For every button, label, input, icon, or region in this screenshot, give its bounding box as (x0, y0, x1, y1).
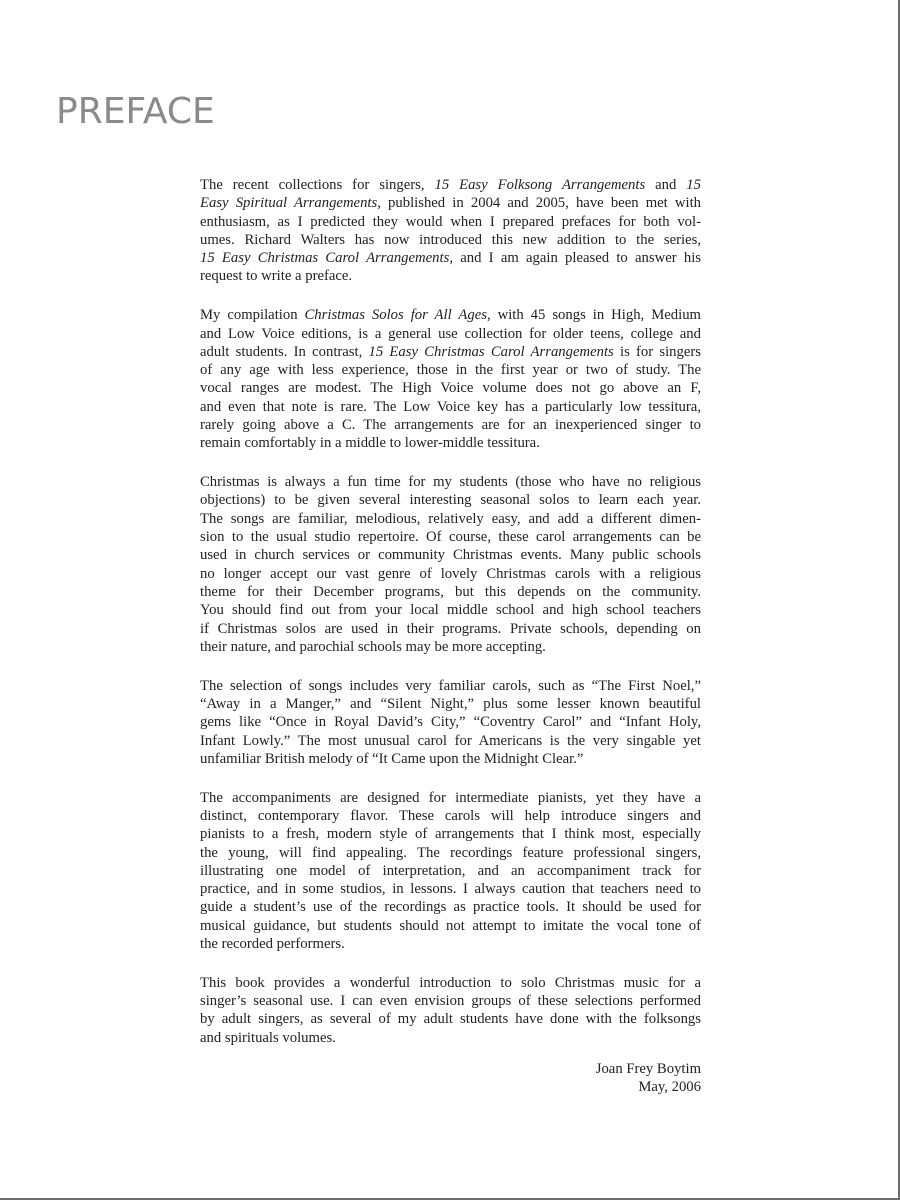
text-line (200, 176, 701, 194)
text-line (200, 825, 701, 843)
book-title: Christmas Solos for All Ages (304, 307, 487, 324)
text-line (200, 434, 701, 452)
text-run: guide a student’s use of the recordings as practice tools. It should be used for (200, 899, 701, 916)
text-run: unfamiliar British melody of “It Came upon the Midnight Clear.” (200, 750, 584, 767)
text-run: rarely going above a C. The arrangements are for an inexperienced singer to (200, 417, 701, 434)
text-line (200, 677, 701, 695)
text-line (200, 583, 701, 601)
text-line (200, 194, 701, 212)
text-line (200, 325, 701, 343)
text-line (200, 546, 701, 564)
text-run: enthusiasm, as I predicted they would when I prepared prefaces for both vol- (200, 213, 701, 230)
preface-paragraph (200, 789, 701, 954)
text-run: The songs are familiar, melodious, relatively easy, and add a different dimen- (200, 510, 701, 527)
text-run: You should find out from your local middle school and high school teachers (200, 602, 701, 619)
text-line (200, 528, 701, 546)
preface-paragraph (200, 306, 701, 452)
page-title: PREFACE (56, 91, 215, 132)
text-run: and even that note is rare. The Low Voice key has a particularly low tessitura, (200, 398, 701, 415)
text-run: and spirituals volumes. (200, 1029, 336, 1046)
text-line (200, 565, 701, 583)
text-run: sion to the usual studio repertoire. Of course, these carol arrangements can be (200, 529, 701, 546)
text-line (200, 638, 701, 656)
text-run: of any age with less experience, those in the first year or two of study. The (200, 362, 701, 379)
preface-paragraph (200, 974, 701, 1047)
text-line (200, 306, 701, 324)
text-run: practice, and in some studios, in lessons. I always caution that teachers need to (200, 881, 701, 898)
text-line (200, 510, 701, 528)
text-line (200, 361, 701, 379)
text-line (200, 807, 701, 825)
text-run: distinct, contemporary flavor. These carols will help introduce singers and (200, 807, 701, 824)
text-run: illustrating one model of interpretation, and an accompaniment track for (200, 862, 701, 879)
text-line (200, 1010, 701, 1028)
text-line (200, 213, 701, 231)
text-line (200, 974, 701, 992)
text-line (200, 343, 701, 361)
text-run: pianists to a fresh, modern style of arrangements that I think most, especially (200, 826, 701, 843)
text-run: gems like “Once in Royal David’s City,” “Coventry Carol” and “Infant Holy, (200, 714, 701, 731)
text-run: is for singers (613, 343, 701, 360)
text-line (200, 416, 701, 434)
signature-block (540, 1060, 701, 1097)
text-run: Infant Lowly.” The most unusual carol for Americans is the very singable yet (200, 732, 701, 749)
text-line (200, 379, 701, 397)
text-line (200, 844, 701, 862)
text-run: singer’s seasonal use. I can even envision groups of these selections performed (200, 993, 701, 1010)
text-run: used in church services or community Christmas events. Many public schools (200, 547, 701, 564)
text-run: adult students. In contrast, (200, 343, 369, 360)
text-line (200, 1029, 701, 1047)
text-run: request to write a preface. (200, 268, 353, 285)
preface-paragraph (200, 677, 701, 768)
text-line (200, 695, 701, 713)
text-line (200, 862, 701, 880)
text-line (200, 267, 701, 285)
text-run: if Christmas solos are used in their programs. Private schools, depending on (200, 620, 701, 637)
text-run: and (645, 177, 687, 193)
text-run: their nature, and parochial schools may be more accepting. (200, 638, 546, 655)
text-run: , and I am again pleased to answer his (449, 250, 701, 267)
text-line (200, 231, 701, 249)
preface-body (200, 176, 701, 1067)
text-run: musical guidance, but students should not attempt to imitate the vocal tone of (200, 917, 701, 934)
text-run: the recorded performers. (200, 935, 345, 952)
text-run: , with 45 songs in High, Medium (486, 307, 701, 324)
text-line (200, 898, 701, 916)
text-run: Christmas is always a fun time for my students (those who have no religious (200, 474, 701, 491)
text-run: The recent collections for singers, (200, 177, 435, 193)
text-line (200, 750, 701, 768)
text-run: The selection of songs includes very familiar carols, such as “The First Noel,” (200, 677, 701, 694)
text-line (200, 935, 701, 953)
book-title: 15 Easy Christmas Carol Arrangements (368, 343, 614, 360)
text-run: This book provides a wonderful introduction to solo Christmas music for a (200, 974, 701, 991)
text-run: The accompaniments are designed for intermediate pianists, yet they have a (200, 789, 701, 806)
book-title: 15 (686, 177, 701, 193)
preface-paragraph (200, 176, 701, 286)
text-run: umes. Richard Walters has now introduced this new addition to the series, (200, 231, 701, 248)
text-run: objections) to be given several interesting seasonal solos to learn each year. (200, 492, 701, 509)
text-run: vocal ranges are modest. The High Voice volume does not go above an F, (200, 380, 701, 397)
book-title: 15 Easy Christmas Carol Arrangements (200, 250, 450, 267)
text-run: My compilation (200, 307, 305, 324)
text-line (200, 398, 701, 416)
text-line (200, 992, 701, 1010)
text-run: theme for their December programs, but this depends on the community. (200, 583, 701, 600)
text-run: , published in 2004 and 2005, have been met with (377, 195, 701, 212)
text-line (200, 732, 701, 750)
text-run: by adult singers, as several of my adult students have done with the folksongs (200, 1011, 701, 1028)
text-line (200, 789, 701, 807)
book-title: 15 Easy Folksong Arrangements (434, 177, 646, 193)
book-title: Easy Spiritual Arrangements (200, 195, 378, 212)
text-line (200, 917, 701, 935)
text-run: remain comfortably in a middle to lower-middle tessitura. (200, 435, 540, 452)
text-line (200, 880, 701, 898)
signature-date: May, 2006 (638, 1079, 701, 1096)
preface-paragraph (200, 473, 701, 656)
author-name: Joan Frey Boytim (595, 1061, 701, 1077)
text-run: and Low Voice editions, is a general use collection for older teens, college and (200, 325, 701, 342)
text-line (200, 713, 701, 731)
text-run: no longer accept our vast genre of lovely Christmas carols with a religious (200, 565, 701, 582)
text-line (200, 620, 701, 638)
text-line (200, 601, 701, 619)
text-run: “Away in a Manger,” and “Silent Night,” plus some lesser known beautiful (200, 695, 701, 712)
text-line (200, 249, 701, 267)
text-line (200, 473, 701, 491)
text-line (200, 491, 701, 509)
text-run: the young, will find appealing. The recordings feature professional singers, (200, 844, 701, 861)
